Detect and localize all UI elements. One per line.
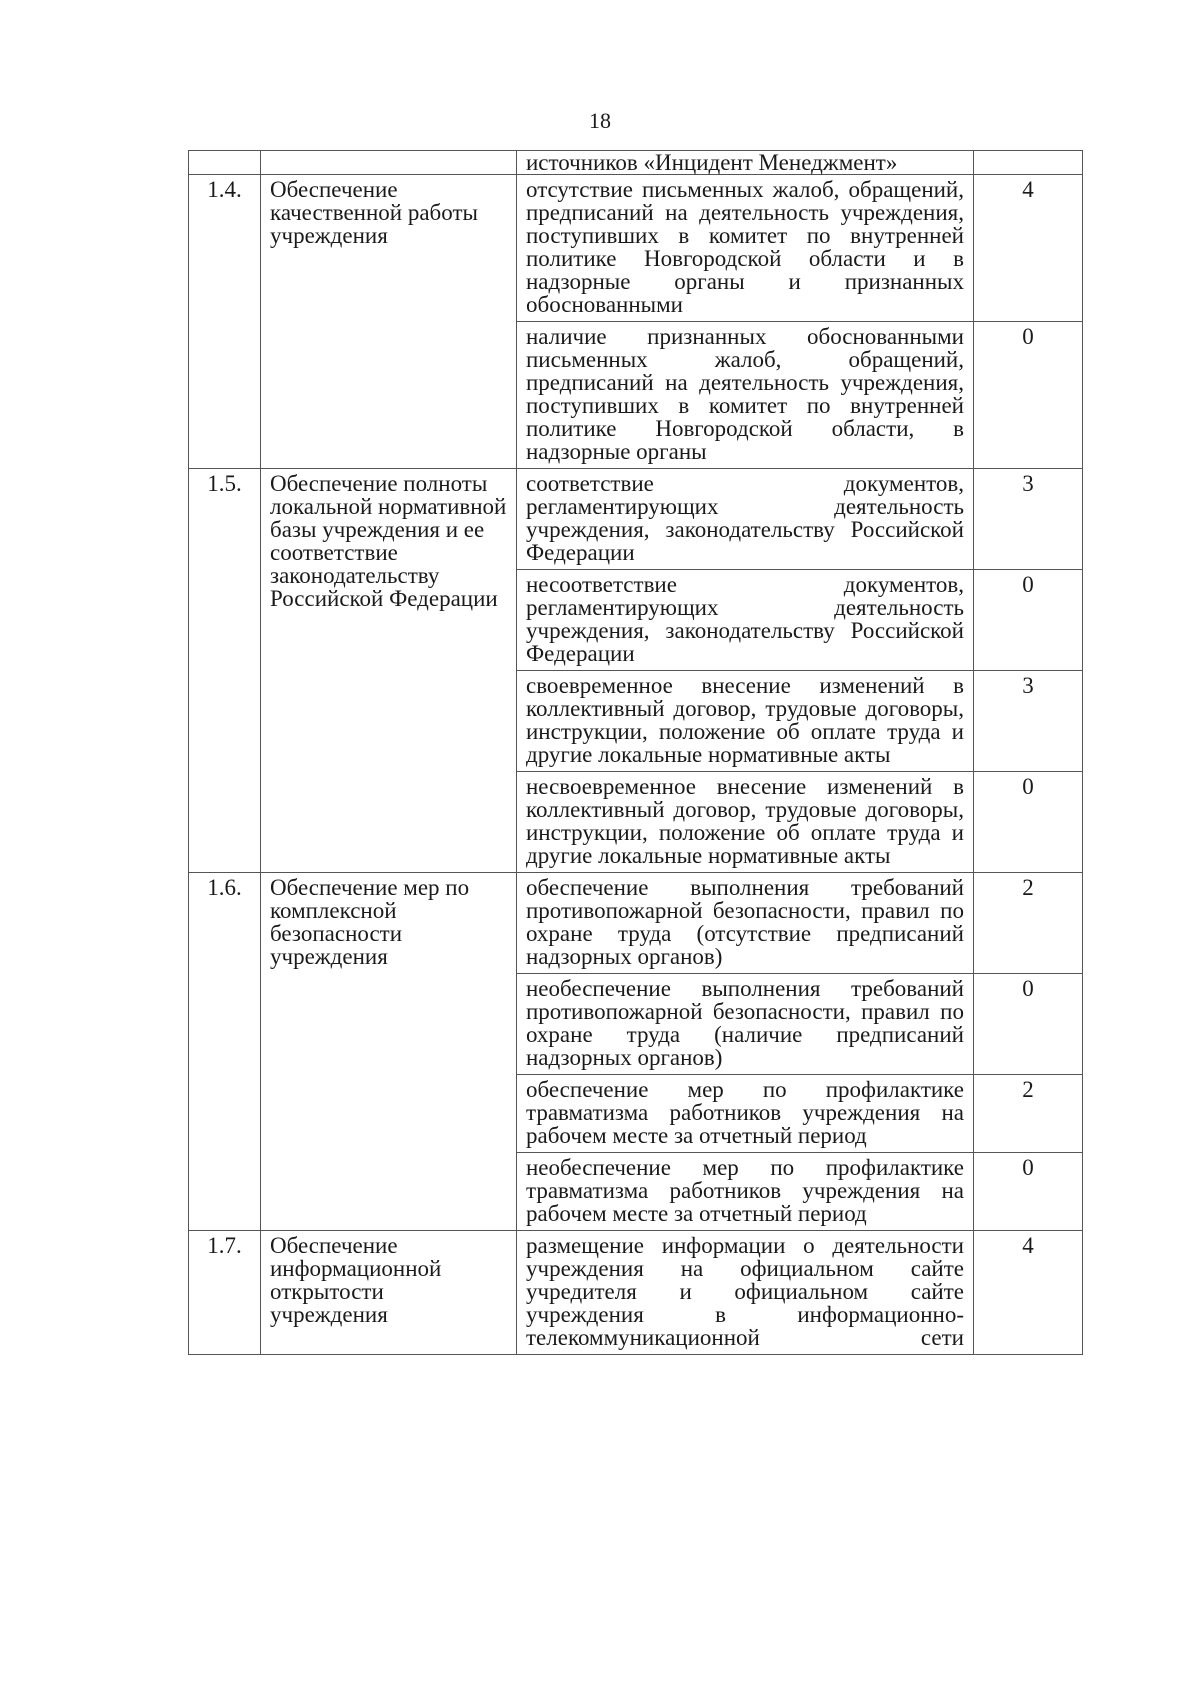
criterion-score: 3 [974,671,1083,772]
criterion-description: отсутствие письменных жалоб, обращений, предписаний на деятельность учреждения, поступивших в комитет по внутренней политике Новгородской области и в надзорные органы и признанных обоснованными [517,175,974,322]
criterion-score: 4 [974,175,1083,322]
criterion-description: источников «Инцидент Менеджмент» [517,151,974,175]
table-row-continuation [189,151,1083,175]
criterion-score: 0 [974,322,1083,469]
section-number: 1.6. [189,873,261,1231]
criterion-description: обеспечение выполнения требований противопожарной безопасности, правил по охране труда (отсутствие предписаний надзорных органов) [517,873,974,974]
section-title: Обеспечение полноты локальной нормативной базы учреждения и ее соответствие законодательству Российской Федерации [261,469,517,873]
criterion-score [974,151,1083,175]
section-title: Обеспечение качественной работы учреждения [261,175,517,469]
section-number-cell [189,151,261,175]
criterion-score: 0 [974,1153,1083,1231]
section-number: 1.7. [189,1231,261,1355]
criterion-description: несвоевременное внесение изменений в коллективный договор, трудовые договоры, инструкции, положение об оплате труда и другие локальные нормативные акты [517,772,974,873]
criterion-description: необеспечение мер по профилактике травматизма работников учреждения на рабочем месте за отчетный период [517,1153,974,1231]
table-row [189,175,1083,322]
criterion-description: несоответствие документов, регламентирующих деятельность учреждения, законодательству Российской Федерации [517,570,974,671]
criterion-description: обеспечение мер по профилактике травматизма работников учреждения на рабочем месте за отчетный период [517,1075,974,1153]
criterion-score: 2 [974,873,1083,974]
criterion-score: 3 [974,469,1083,570]
criterion-description: своевременное внесение изменений в коллективный договор, трудовые договоры, инструкции, положение об оплате труда и другие локальные нормативные акты [517,671,974,772]
criterion-score: 4 [974,1231,1083,1355]
criterion-description: наличие признанных обоснованными письменных жалоб, обращений, предписаний на деятельность учреждения, поступивших в комитет по внутренней политике Новгородской области, в надзорные органы [517,322,974,469]
section-title: Обеспечение информационной открытости учреждения [261,1231,517,1355]
table-row [189,469,1083,570]
table-row [189,873,1083,974]
section-number: 1.4. [189,175,261,469]
criterion-score: 2 [974,1075,1083,1153]
criterion-score: 0 [974,570,1083,671]
criterion-description: соответствие документов, регламентирующих деятельность учреждения, законодательству Российской Федерации [517,469,974,570]
section-title: Обеспечение мер по комплексной безопасности учреждения [261,873,517,1231]
criterion-score: 0 [974,772,1083,873]
page-number: 18 [589,108,611,133]
criterion-description: размещение информации о деятельности учреждения на официальном сайте учредителя и официальном сайте учреждения в информационно-телекоммуникационной сети [517,1231,974,1355]
table-row [189,1231,1083,1355]
section-title-cell [261,151,517,175]
section-number: 1.5. [189,469,261,873]
criteria-table [188,150,1083,1355]
criterion-description: необеспечение выполнения требований противопожарной безопасности, правил по охране труда (наличие предписаний надзорных органов) [517,974,974,1075]
criterion-score: 0 [974,974,1083,1075]
criteria-table-body [189,151,1083,1355]
